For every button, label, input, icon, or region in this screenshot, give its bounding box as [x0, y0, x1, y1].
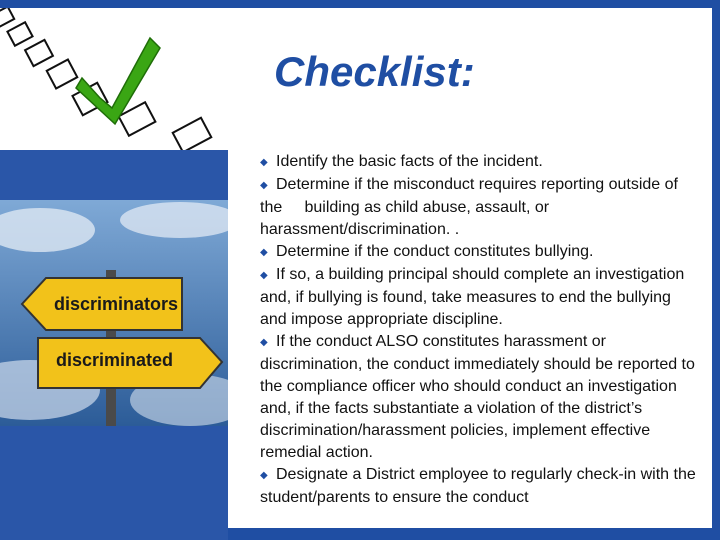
diamond-bullet-icon: ◆	[260, 270, 268, 281]
diamond-bullet-icon: ◆	[260, 180, 268, 191]
page-title: Checklist:	[274, 48, 475, 95]
list-item: ◆ If the conduct ALSO constitutes harassment or discrimination, the conduct immediately should be reported to the compliance officer who should conduct an investigation and, if the facts substantiate a violation of the district’s discrimination/harassment policies, implement effective remedial action.	[260, 333, 695, 461]
checklist-illustration	[0, 8, 228, 150]
sign-text-bottom: discriminated	[56, 350, 174, 370]
list-item: ◆ Determine if the conduct constitutes bullying.	[260, 241, 700, 264]
diamond-bullet-icon: ◆	[260, 247, 268, 258]
list-item: ◆ Identify the basic facts of the incident.	[260, 151, 700, 174]
diamond-bullet-icon: ◆	[260, 157, 268, 168]
list-item: ◆ If so, a building principal should complete an investigation and, if bullying is found, take measures to end the bullying and impose appropriate discipline.	[260, 266, 685, 328]
checklist-boxes-graphic	[0, 8, 228, 150]
checklist-body	[260, 151, 700, 509]
list-item: ◆ Designate a District employee to regularly check-in with the student/parents to ensure the conduct	[260, 466, 696, 506]
diamond-bullet-icon: ◆	[260, 470, 268, 481]
diamond-bullet-icon: ◆	[260, 337, 268, 348]
sign-text-top: discriminators	[54, 294, 179, 314]
list-item: ◆ Determine if the misconduct requires reporting outside of the building as child abuse, assault, or harassment/discrimination. .	[260, 176, 678, 238]
